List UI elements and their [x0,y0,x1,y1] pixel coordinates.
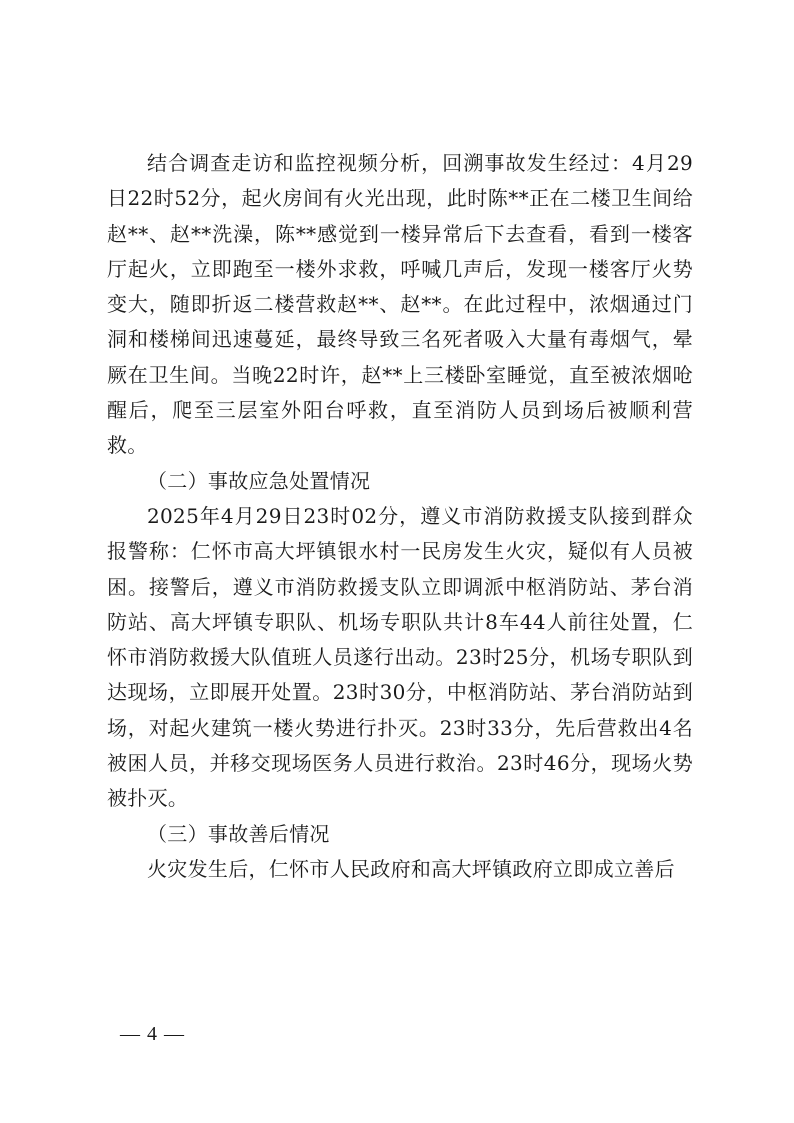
document-body [107,146,693,887]
section-heading-emergency-response: （二）事故应急处置情况 [147,468,371,493]
section-heading-aftermath: （三）事故善后情况 [147,821,330,846]
page-number: — 4 — [120,1023,185,1045]
paragraph-incident-sequence: 结合调查走访和监控视频分析，回溯事故发生经过：4月29日22时52分，起火房间有火光出现，此时陈**正在二楼卫生间给赵**、赵**洗澡，陈**感觉到一楼异常后下去查看，看到一楼客厅起火，立即跑至一楼外求救，呼喊几声后，发现一楼客厅火势变大，随即折返二楼营救赵**、赵**。在此过程中，浓烟通过门洞和楼梯间迅速蔓延，最终导致三名死者吸入大量有毒烟气，晕厥在卫生间。当晚22时许，赵**上三楼卧室睡觉，直至被浓烟呛醒后，爬至三层室外阳台呼救，直至消防人员到场后被顺利营救。 [107,151,693,458]
paragraph-aftermath: 火灾发生后，仁怀市人民政府和高大坪镇政府立即成立善后 [147,856,675,881]
paragraph-emergency-response: 2025年4月29日23时02分，遵义市消防救援支队接到群众报警称：仁怀市高大坪镇银水村一民房发生火灾，疑似有人员被困。接警后，遵义市消防救援支队立即调派中枢消防站、茅台消防站、高大坪镇专职队、机场专职队共计8车44人前往处置，仁怀市消防救援大队值班人员遂行出动。23时25分，机场专职队到达现场，立即展开处置。23时30分，中枢消防站、茅台消防站到场，对起火建筑一楼火势进行扑灭。23时33分，先后营救出4名被困人员，并移交现场医务人员进行救治。23时46分，现场火势被扑灭。 [107,503,693,811]
